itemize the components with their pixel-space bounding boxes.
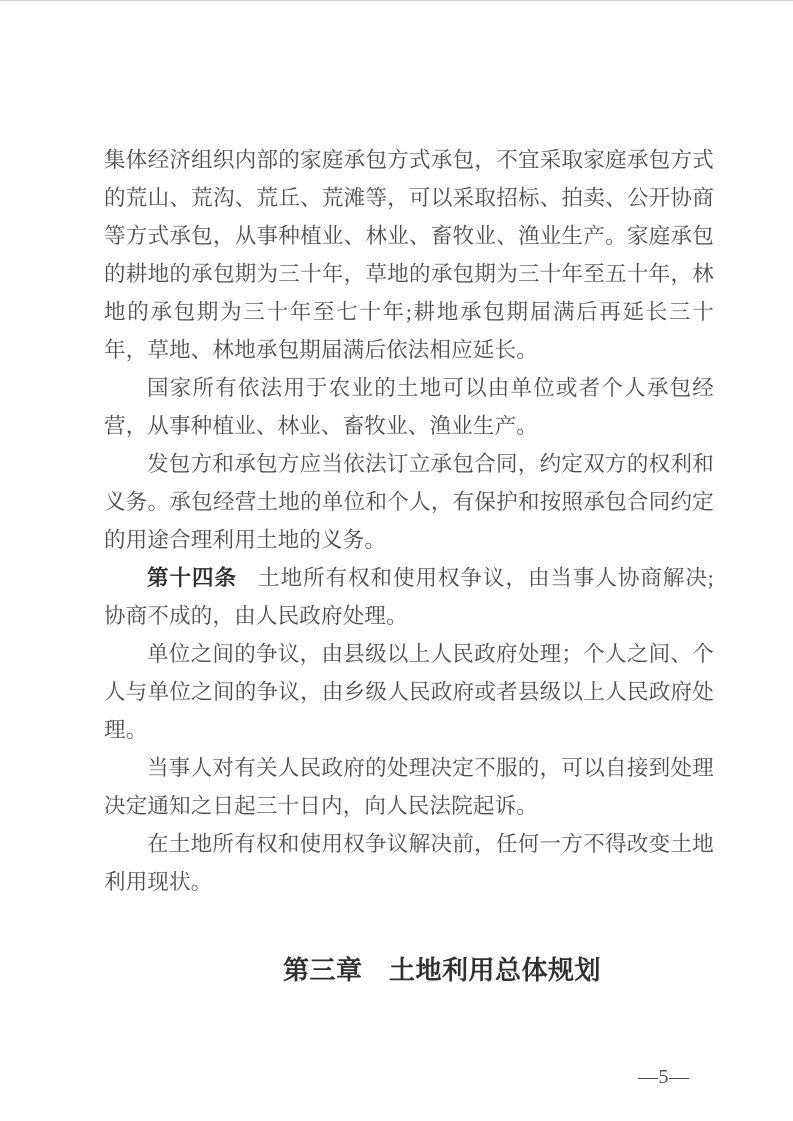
- article-14-text: 土地所有权和使用权争议，由当事人协商解决;协商不成的，由人民政府处理。: [104, 566, 714, 628]
- paragraph-contracting-methods: 集体经济组织内部的家庭承包方式承包，不宜采取家庭承包方式的荒山、荒沟、荒丘、荒滩等，可以采取招标、拍卖、公开协商等方式承包，从事种植业、林业、畜牧业、渔业生产。家庭承包的耕地的承包期为三十年，草地的承包期为三十年至五十年，林地的承包期为三十年至七十年;耕地承包期届满后再延长三十年，草地、林地承包期届满后依法相应延长。: [104, 148, 714, 362]
- body-text: [104, 141, 714, 901]
- paragraph-status-quo: 在土地所有权和使用权争议解决前，任何一方不得改变土地利用现状。: [104, 832, 714, 894]
- scan-edge-line: [0, 0, 793, 1]
- paragraph-article-14: [104, 559, 714, 635]
- chapter-heading: 第三章 土地利用总体规划: [283, 955, 602, 985]
- paragraph-court-appeal: 当事人对有关人民政府的处理决定不服的，可以自接到处理决定通知之日起三十日内，向人民法院起诉。: [104, 756, 714, 818]
- paragraph-contract-obligations: 发包方和承包方应当依法订立承包合同，约定双方的权利和义务。承包经营土地的单位和个人，有保护和按照承包合同约定的用途合理利用土地的义务。: [104, 452, 714, 552]
- article-14-number: 第十四条: [147, 566, 237, 590]
- paragraph-dispute-jurisdiction: 单位之间的争议，由县级以上人民政府处理；个人之间、个人与单位之间的争议，由乡级人民政府或者县级以上人民政府处理。: [104, 642, 714, 742]
- paragraph-state-owned-land: 国家所有依法用于农业的土地可以由单位或者个人承包经营，从事种植业、林业、畜牧业、渔业生产。: [104, 376, 714, 438]
- page-number: —5—: [638, 1066, 690, 1088]
